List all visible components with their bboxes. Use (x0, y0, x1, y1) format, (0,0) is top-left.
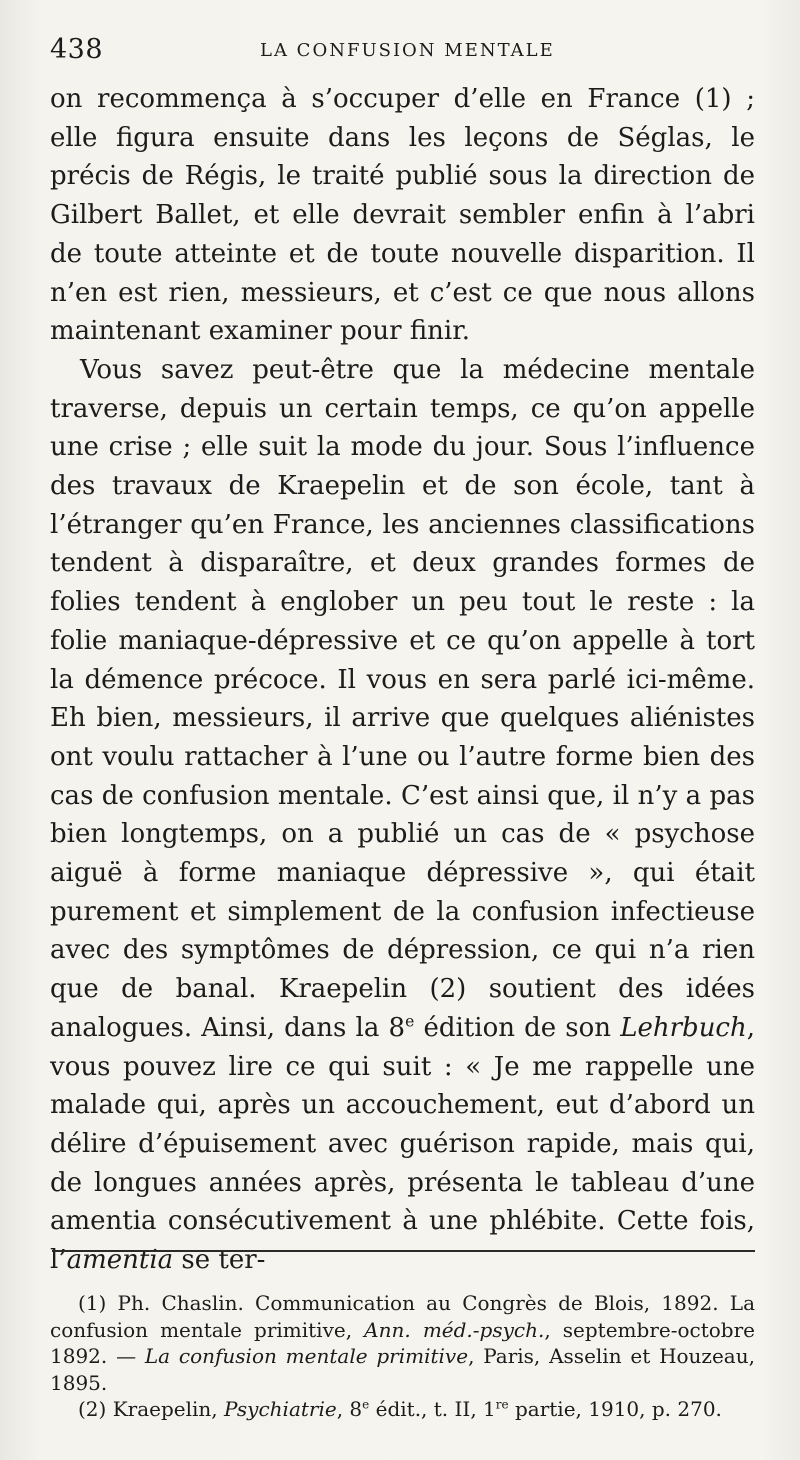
footnote-1 (50, 1290, 755, 1396)
footnote-2-text-a: (2) Kraepelin, (78, 1397, 224, 1421)
footnote-rule (52, 1250, 755, 1252)
work-title-lehrbuch: Lehrbuch (620, 1012, 747, 1043)
footnotes (50, 1290, 755, 1423)
footnote-1-journal: Ann. méd.-psych. (364, 1317, 545, 1342)
paragraph-2 (50, 351, 755, 1280)
footnote-2-sup-edition: e (362, 1397, 370, 1412)
footnote-1-text-a: (1) Ph. Chaslin. Communication au Congrès de Blois, 1892. La confusion mentale primitive, (50, 1291, 755, 1342)
footnote-2-sup-part: re (495, 1397, 509, 1412)
footnote-2 (50, 1396, 755, 1423)
paragraph-2-text-b: édition de son (414, 1012, 621, 1043)
paragraph-2-text-d: se ter- (173, 1245, 266, 1276)
footnote-1-book: La confusion mentale primitive (144, 1344, 469, 1368)
footnote-2-text-c: édit., t. II, 1 (369, 1397, 496, 1421)
paragraph-2-text-a: Vous savez peut-être que la médecine mentale traverse, depuis un certain temps, ce qu’on appelle une crise ; elle suit la mode du jour. Sous l’influence des travaux de Kraepelin et de son école, tant à l’étranger qu’en France, les anciennes classifications tendent à disparaître, et deux grandes formes de folies tendent à englober un peu tout le reste : la folie maniaque-dépressive et ce qu’on appelle à tort la démence précoce. Il vous en sera parlé ici-même. Eh bien, messieurs, il arrive que quelques aliénistes ont voulu rattacher à l’une ou l’autre forme bien des cas de confusion mentale. C’est ainsi que, il n’y a pas bien longtemps, on a publié un cas de « psychose aiguë à forme maniaque dépressive », qui était purement et simplement de la confusion infectieuse avec des symptômes de dépression, ce qui n’a rien que de banal. Kraepelin (2) soutient des idées analogues. Ainsi, dans la (50, 354, 755, 1043)
footnote-2-book: Psychiatrie (223, 1397, 337, 1421)
edition-number: 8 (388, 1012, 406, 1043)
paragraph-2-text-c: , vous pouvez lire ce qui suit : « Je me rappelle une malade qui, après un accouchement, eut d’abord un délire d’épuisement avec guérison rapide, mais qui, de longues années après, présenta le tableau d’une amentia consécutivement à une phlébite. Cette fois, l’ (50, 1012, 756, 1276)
page-header (50, 34, 755, 68)
page-number: 438 (50, 34, 104, 65)
footnote-1-text-b: , septembre-octobre 1892. — (50, 1317, 756, 1368)
edition-suffix: e (405, 1012, 415, 1031)
amentia-term: amentia (66, 1245, 174, 1276)
running-head: LA CONFUSION MENTALE (260, 40, 555, 61)
footnote-2-text-b: , 8 (336, 1397, 363, 1421)
footnote-1-text-c: , Paris, Asselin et Houzeau, 1895. (50, 1344, 755, 1395)
body-text (50, 80, 755, 1280)
footnote-2-text-d: partie, 1910, p. 270. (508, 1397, 722, 1421)
paragraph-1: on recommença à s’occuper d’elle en France (1) ; elle figura ensuite dans les leçons de Séglas, le précis de Régis, le traité publié sous la direction de Gilbert Ballet, et elle devrait sembler enfin à l’abri de toute atteinte et de toute nouvelle disparition. Il n’en est rien, messieurs, et c’est ce que nous allons maintenant examiner pour finir. (50, 84, 755, 347)
